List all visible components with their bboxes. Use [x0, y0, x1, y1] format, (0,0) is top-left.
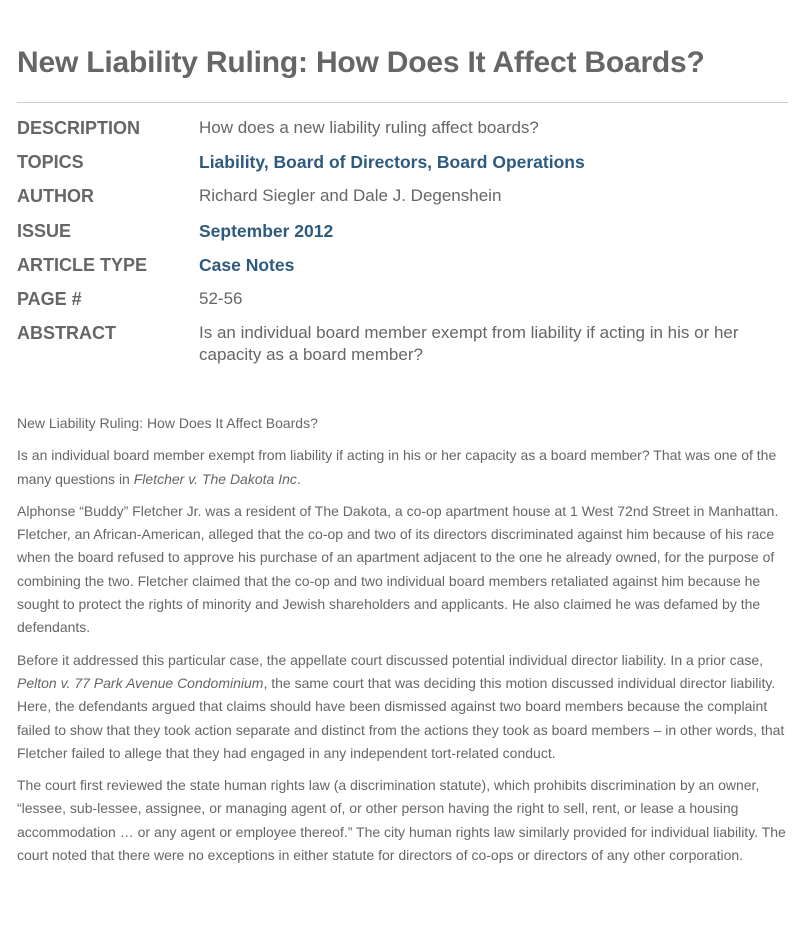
paragraph-text: Before it addressed this particular case, the appellate court discussed potential individual director liability. In a prior case, [17, 651, 764, 668]
meta-row-page [17, 288, 788, 322]
meta-label: ISSUE [17, 220, 72, 241]
meta-row-abstract [17, 322, 788, 366]
article-body [17, 412, 789, 876]
issue-link[interactable]: September 2012 [199, 220, 334, 241]
paragraph-text: Is an individual board member exempt from liability if acting in his or her capacity as a board member? That was one of the many questions in [17, 447, 777, 487]
article-type-link[interactable]: Case Notes [199, 254, 295, 275]
description-value: How does a new liability ruling affect boards? [199, 118, 539, 137]
meta-label: DESCRIPTION [17, 118, 141, 138]
meta-row-article-type [17, 254, 788, 288]
case-name: Fletcher v. The Dakota Inc [133, 470, 297, 487]
article-paragraph [17, 649, 789, 765]
meta-row-author [17, 185, 788, 219]
meta-label: AUTHOR [17, 186, 94, 207]
meta-row-issue [17, 220, 788, 254]
article-paragraph: Alphonse “Buddy” Fletcher Jr. was a resident of The Dakota, a co-op apartment house at 1 West 72nd Street in Manhattan. Fletcher, an African-American, alleged that the co-op and two of its directors discriminated against him because of his race when the board refused to approve his purchase of an apartment adjacent to the one he already owned, for the purpose of combining the two. Fletcher claimed that the co-op and two individual board members retaliated against him because he sought to protect the rights of minority and Jewish shareholders and applicants. He also claimed he was defamed by the defendants. [17, 502, 779, 636]
meta-row-description [17, 117, 788, 151]
title-divider [17, 102, 788, 103]
article-heading: New Liability Ruling: How Does It Affect Boards? [17, 415, 318, 431]
article-paragraph: The court first reviewed the state human rights law (a discrimination statute), which prohibits discrimination by an owner, “lessee, sub-lessee, assignee, or managing agent of, or other person having the right to sell, rent, or lease a housing accommodation … or any agent or employee thereof.” The city human rights law similarly provided for individual liability. The court noted that there were no exceptions in either statute for directors of co-ops or directors of any other corporation. [17, 777, 786, 864]
topics-link[interactable]: Liability, Board of Directors, Board Operations [199, 152, 585, 173]
article-metadata [17, 117, 788, 366]
abstract-value: Is an individual board member exempt from liability if acting in his or her capacity as a board member? [199, 323, 739, 365]
case-name: Pelton v. 77 Park Avenue Condominium [17, 674, 264, 691]
meta-label: ABSTRACT [17, 323, 116, 344]
paragraph-text: , the same court that was deciding this motion discussed individual director liability. Here, the defendants argued that claims should have been dismissed against two board members because the complaint failed to show that they took action separate and distinct from the actions they took as board members – in other words, that Fletcher failed to allege that they had engaged in any independent tort-related conduct. [17, 674, 785, 761]
author-value: Richard Siegler and Dale J. Degenshein [199, 186, 502, 206]
page-title: New Liability Ruling: How Does It Affect Boards? [17, 46, 705, 79]
meta-label: ARTICLE TYPE [17, 254, 148, 275]
page-number-value: 52-56 [199, 288, 243, 308]
meta-label: TOPICS [17, 152, 84, 173]
article-paragraph [17, 444, 789, 491]
meta-label: PAGE # [17, 288, 82, 309]
paragraph-text: . [296, 470, 301, 487]
meta-row-topics [17, 151, 788, 185]
